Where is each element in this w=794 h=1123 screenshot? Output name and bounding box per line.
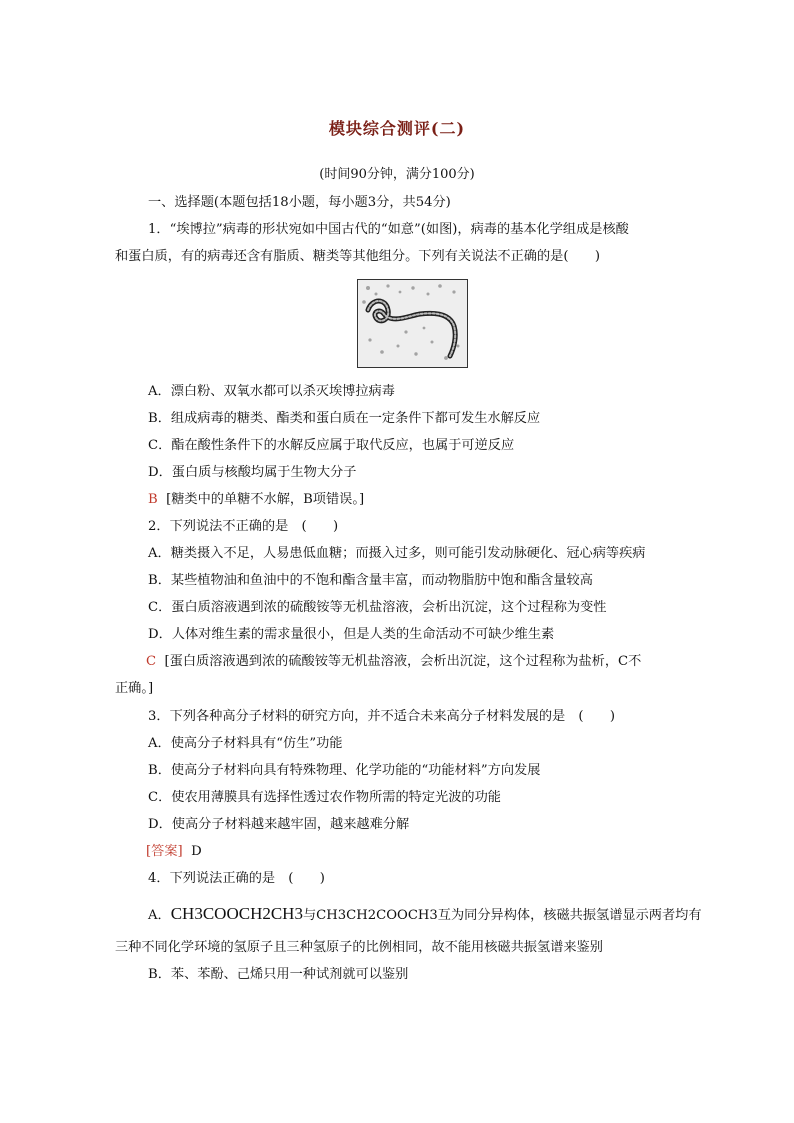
q2-option-b: B．某些植物油和鱼油中的不饱和酯含量丰富，而动物脂肪中饱和酯含量较高 [148, 573, 593, 588]
q4-option-a-rest: 与CH3CH2COOCH3互为同分异构体，核磁共振氢谱显示两者均有 [302, 908, 702, 923]
page-title: 模块综合测评(二) [328, 119, 466, 138]
q4-option-a-line2: 三种不同化学环境的氢原子且三种氢原子的比例相同，故不能用核磁共振氢谱来鉴别 [115, 940, 603, 955]
q3-option-b: B．使高分子材料向具有特殊物理、化学功能的“功能材料”方向发展 [148, 763, 541, 778]
q2-answer-text-line1: [蛋白质溶液遇到浓的硫酸铵等无机盐溶液，会析出沉淀，这个过程称为盐析，C不 [164, 654, 642, 669]
q1-stem-line2: 和蛋白质，有的病毒还含有脂质、糖类等其他组分。下列有关说法不正确的是( ) [115, 249, 601, 264]
q3-stem: 3．下列各种高分子材料的研究方向，并不适合未来高分子材料发展的是 ( ) [148, 709, 616, 724]
q2-option-a: A．糖类摄入不足，人易患低血糖；而摄入过多，则可能引发动脉硬化、冠心病等疾病 [148, 546, 646, 561]
q2-stem: 2．下列说法不正确的是 ( ) [148, 519, 339, 534]
q1-answer [148, 491, 364, 509]
q1-option-b: B．组成病毒的糖类、酯类和蛋白质在一定条件下都可发生水解反应 [148, 411, 541, 426]
q4-stem: 4．下列说法正确的是 ( ) [148, 871, 325, 886]
q2-answer-letter: C [146, 654, 157, 669]
q1-stem-line1: 1．“埃博拉”病毒的形状宛如中国古代的“如意”(如图)，病毒的基本化学组成是核酸 [148, 222, 629, 237]
q4-option-b: B．苯、苯酚、己烯只用一种试剂就可以鉴别 [148, 967, 409, 982]
q1-answer-text: [糖类中的单糖不水解，B项错误。] [166, 492, 365, 507]
section-heading: 一、选择题(本题包括18小题，每小题3分，共54分) [148, 195, 451, 210]
q4-formula-ethyl-acetate: CH3COOCH2CH3 [170, 904, 303, 923]
q1-option-d: D．蛋白质与核酸均属于生物大分子 [148, 465, 357, 480]
q1-answer-letter: B [148, 492, 158, 507]
q2-answer [146, 653, 641, 671]
q3-option-c: C．使农用薄膜具有选择性透过农作物所需的特定光波的功能 [148, 790, 501, 805]
q3-answer-letter: D [191, 844, 202, 859]
q2-option-d: D．人体对维生素的需求量很小，但是人类的生命活动不可缺少维生素 [148, 627, 555, 642]
time-note: (时间90分钟，满分100分) [319, 167, 475, 182]
q3-answer-label: [答案] [146, 844, 183, 859]
q4-option-a [148, 903, 702, 927]
q4-option-a-prefix: A． [148, 908, 171, 923]
q2-answer-text-line2: 正确。] [115, 681, 154, 696]
q2-option-c: C．蛋白质溶液遇到浓的硫酸铵等无机盐溶液，会析出沉淀，这个过程称为变性 [148, 600, 607, 615]
q3-answer [146, 843, 202, 861]
q1-option-c: C．酯在酸性条件下的水解反应属于取代反应，也属于可逆反应 [148, 438, 515, 453]
q1-option-a: A．漂白粉、双氧水都可以杀灭埃博拉病毒 [148, 384, 395, 399]
ebola-virus-image [357, 279, 468, 368]
q3-option-d: D．使高分子材料越来越牢固，越来越难分解 [148, 817, 410, 832]
q3-option-a: A．使高分子材料具有“仿生”功能 [148, 736, 343, 751]
virus-illustration [358, 280, 467, 367]
